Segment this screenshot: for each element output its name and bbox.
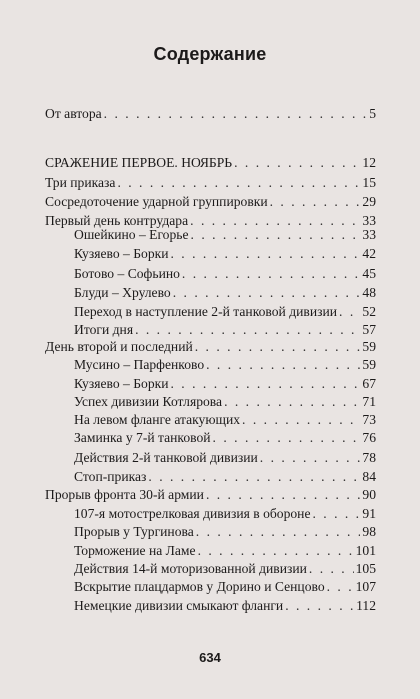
toc-entry-page: 5 bbox=[369, 106, 376, 121]
leader-dots bbox=[309, 559, 354, 579]
toc-entry-page: 112 bbox=[356, 598, 376, 613]
leader-dots bbox=[171, 244, 361, 264]
toc-entry-page: 91 bbox=[362, 506, 376, 521]
leader-dots bbox=[213, 428, 361, 448]
toc-entry-page: 59 bbox=[362, 339, 376, 354]
toc-entry-label: Мусино – Парфенково bbox=[74, 357, 205, 372]
toc-entry-label: Сосредоточение ударной группировки bbox=[45, 194, 268, 209]
toc-entry-label: Вскрытие плацдармов у Дорино и Сенцово bbox=[74, 579, 325, 594]
toc-entry-page: 107 bbox=[355, 579, 376, 594]
toc-entry-label: СРАЖЕНИЕ ПЕРВОЕ. НОЯБРЬ bbox=[45, 155, 233, 170]
toc-entry-label: Ошейкино – Егорье bbox=[74, 227, 189, 242]
leader-dots bbox=[312, 504, 360, 524]
toc-entry[interactable] bbox=[45, 173, 376, 193]
toc-entry-label: Успех дивизии Котлярова bbox=[74, 394, 223, 409]
toc-entry-label: Торможение на Ламе bbox=[74, 543, 196, 558]
leader-dots bbox=[206, 485, 360, 505]
toc-entry-page: 101 bbox=[355, 543, 376, 558]
leader-dots bbox=[198, 541, 354, 561]
toc-entry-page: 48 bbox=[362, 285, 376, 300]
toc-entry-label: Первый день контрудара bbox=[45, 213, 189, 228]
toc-entry-label: Три приказа bbox=[45, 175, 116, 190]
toc-entry[interactable] bbox=[45, 485, 376, 505]
toc-entry[interactable] bbox=[74, 302, 376, 322]
toc-entry[interactable] bbox=[74, 225, 376, 245]
toc-entry-page: 52 bbox=[362, 304, 376, 319]
toc-entry-label: Кузяево – Борки bbox=[74, 246, 169, 261]
leader-dots bbox=[196, 522, 361, 542]
leader-dots bbox=[327, 577, 354, 597]
toc-entry-page: 73 bbox=[362, 412, 376, 427]
toc-entry[interactable] bbox=[74, 577, 376, 597]
toc-entry[interactable] bbox=[74, 392, 376, 412]
toc-entry-page: 29 bbox=[362, 194, 376, 209]
toc-entry[interactable] bbox=[74, 541, 376, 561]
toc-entry-page: 59 bbox=[362, 357, 376, 372]
toc-entry-page: 71 bbox=[362, 394, 376, 409]
toc-entry-page: 78 bbox=[362, 450, 376, 465]
leader-dots bbox=[260, 448, 361, 468]
toc-entry-page: 84 bbox=[362, 469, 376, 484]
toc-entry-label: На левом фланге атакующих bbox=[74, 412, 241, 427]
toc-entry-page: 105 bbox=[355, 561, 376, 576]
toc-entry[interactable] bbox=[74, 504, 376, 524]
toc-entry[interactable] bbox=[74, 467, 376, 487]
leader-dots bbox=[270, 192, 361, 212]
leader-dots bbox=[224, 392, 360, 412]
toc-entry[interactable] bbox=[45, 153, 376, 173]
bleed-through-text bbox=[290, 58, 410, 108]
leader-dots bbox=[104, 104, 368, 124]
toc-entry-label: От автора bbox=[45, 106, 102, 121]
toc-entry[interactable] bbox=[45, 192, 376, 212]
toc-entry[interactable] bbox=[74, 522, 376, 542]
toc-entry-label: Ботово – Софьино bbox=[74, 266, 180, 281]
toc-entry[interactable] bbox=[74, 410, 376, 430]
toc-entry-page: 12 bbox=[362, 155, 376, 170]
page-title: Содержание bbox=[153, 44, 267, 64]
page-number: 634 bbox=[199, 650, 221, 665]
toc-entry-page: 90 bbox=[362, 487, 376, 502]
toc-entry-label: Стоп-приказ bbox=[74, 469, 147, 484]
leader-dots bbox=[242, 410, 360, 430]
toc-entry[interactable] bbox=[74, 355, 376, 375]
toc-entry-label: Немецкие дивизии смыкают фланги bbox=[74, 598, 284, 613]
toc-entry-label: Прорыв у Тургинова bbox=[74, 524, 194, 539]
toc-entry-label: Действия 2-й танковой дивизии bbox=[74, 450, 258, 465]
toc-entry[interactable] bbox=[74, 428, 376, 448]
toc-entry[interactable] bbox=[74, 596, 376, 616]
toc-entry-label: Блуди – Хрулево bbox=[74, 285, 171, 300]
toc-entry-label: Действия 14-й моторизованной дивизии bbox=[74, 561, 307, 576]
toc-entry-label: Переход в наступление 2-й танковой дивизии bbox=[74, 304, 338, 319]
toc-entry[interactable] bbox=[74, 244, 376, 264]
leader-dots bbox=[234, 153, 360, 173]
toc-entry-page: 33 bbox=[362, 227, 376, 242]
toc-entry-label: День второй и последний bbox=[45, 339, 193, 354]
toc-entry[interactable] bbox=[45, 104, 376, 124]
toc-entry-label: Итоги дня bbox=[74, 322, 134, 337]
leader-dots bbox=[285, 596, 354, 616]
toc-entry[interactable] bbox=[74, 374, 376, 394]
toc-entry[interactable] bbox=[74, 559, 376, 579]
toc-entry-page: 33 bbox=[362, 213, 376, 228]
toc-entry-label: Заминка у 7-й танковой bbox=[74, 430, 211, 445]
toc-entry-page: 15 bbox=[362, 175, 376, 190]
toc-entry[interactable] bbox=[74, 264, 376, 284]
leader-dots bbox=[117, 173, 360, 193]
toc-entry[interactable] bbox=[74, 448, 376, 468]
toc-entry-page: 42 bbox=[362, 246, 376, 261]
toc-entry-page: 98 bbox=[362, 524, 376, 539]
leader-dots bbox=[171, 374, 361, 394]
toc-entry-label: Кузяево – Борки bbox=[74, 376, 169, 391]
toc-entry-page: 76 bbox=[362, 430, 376, 445]
toc-entry-label: Прорыв фронта 30-й армии bbox=[45, 487, 204, 502]
leader-dots bbox=[206, 355, 360, 375]
toc-entry-page: 57 bbox=[362, 322, 376, 337]
toc-entry-page: 67 bbox=[362, 376, 376, 391]
leader-dots bbox=[148, 467, 360, 487]
leader-dots bbox=[195, 337, 361, 357]
leader-dots bbox=[173, 283, 361, 303]
toc-entry-label: 107-я мотострелковая дивизия в обороне bbox=[74, 506, 311, 521]
leader-dots bbox=[339, 302, 360, 322]
toc-entry[interactable] bbox=[74, 283, 376, 303]
toc-entry[interactable] bbox=[45, 337, 376, 357]
leader-dots bbox=[191, 225, 361, 245]
toc-entry-page: 45 bbox=[362, 266, 376, 281]
leader-dots bbox=[182, 264, 360, 284]
